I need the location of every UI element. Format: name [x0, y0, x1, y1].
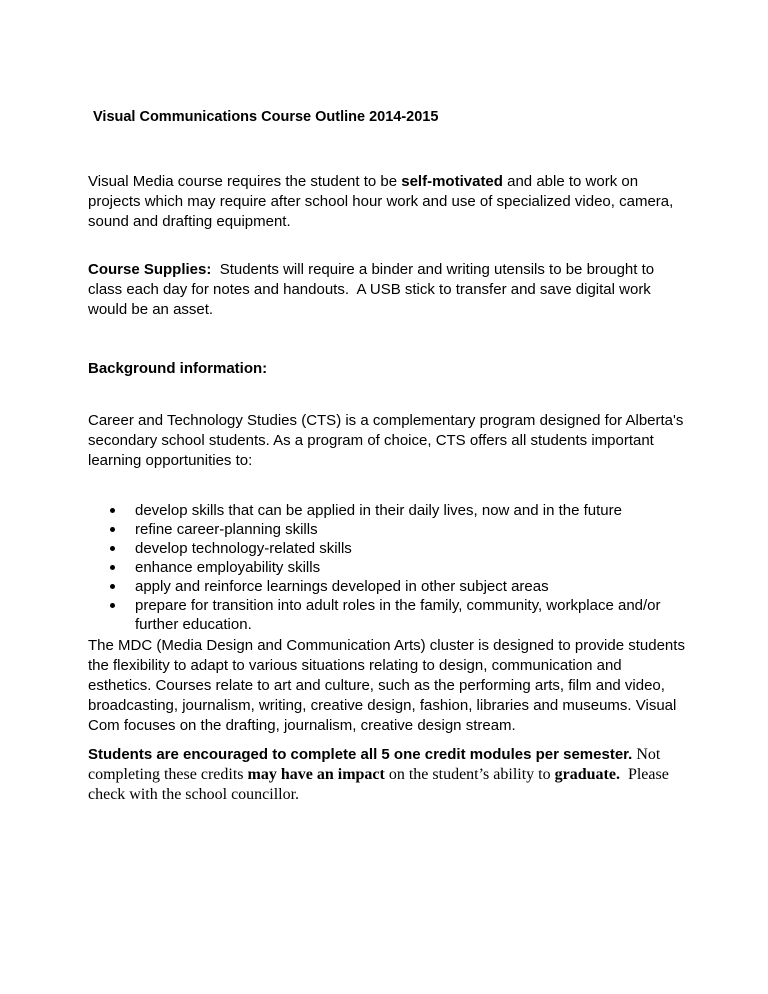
encouragement-text-3: Please check with the school councillor.: [88, 766, 673, 803]
list-item: refine career-planning skills: [110, 520, 690, 539]
intro-text-start: Visual Media course requires the student to be: [88, 173, 402, 190]
supplies-text: Students will require a binder and writing utensils to be brought to class each day for notes and handouts. A USB stick to transfer and save digital work would be an asset.: [88, 261, 659, 318]
encouragement-lead: Students are encouraged to complete all 5 one credit modules per semester.: [88, 746, 633, 763]
intro-paragraph: [88, 172, 688, 232]
encouragement-graduate: graduate.: [554, 766, 620, 783]
list-item: prepare for transition into adult roles in the family, community, workplace and/or further education.: [110, 596, 690, 634]
encouragement-impact: may have an impact: [247, 766, 385, 783]
list-item: develop skills that can be applied in their daily lives, now and in the future: [110, 501, 690, 520]
intro-emphasis: self-motivated: [401, 173, 503, 190]
supplies-paragraph: [88, 260, 688, 320]
cts-paragraph: Career and Technology Studies (CTS) is a complementary program designed for Alberta's secondary school students. As a program of choice, CTS offers all students important learning opportunities to:: [88, 412, 684, 469]
mdc-paragraph: The MDC (Media Design and Communication Arts) cluster is designed to provide students the flexibility to adapt to various situations relating to design, communication and esthetics. Courses relate to art and culture, such as the performing arts, film and video, broadcasting, journalism, writing, creative design, fashion, libraries and museums. Visual Com focuses on the drafting, journalism, creative design stream.: [88, 637, 685, 734]
encouragement-paragraph: [88, 745, 688, 805]
encouragement-text-1: Not completing these credits: [88, 746, 661, 783]
background-heading: Background information:: [88, 360, 268, 377]
encouragement-text-2: on the student’s ability to: [384, 766, 555, 783]
intro-text-end: and able to work on projects which may require after school hour work and use of specialized video, camera, sound and drafting equipment.: [88, 173, 674, 230]
list-item: enhance employability skills: [110, 558, 690, 577]
list-item: apply and reinforce learnings developed in other subject areas: [110, 577, 690, 596]
document-title: Visual Communications Course Outline 2014-2015: [93, 109, 439, 125]
list-item: develop technology-related skills: [110, 539, 690, 558]
supplies-label: Course Supplies:: [88, 261, 212, 278]
opportunities-list: [110, 501, 690, 634]
